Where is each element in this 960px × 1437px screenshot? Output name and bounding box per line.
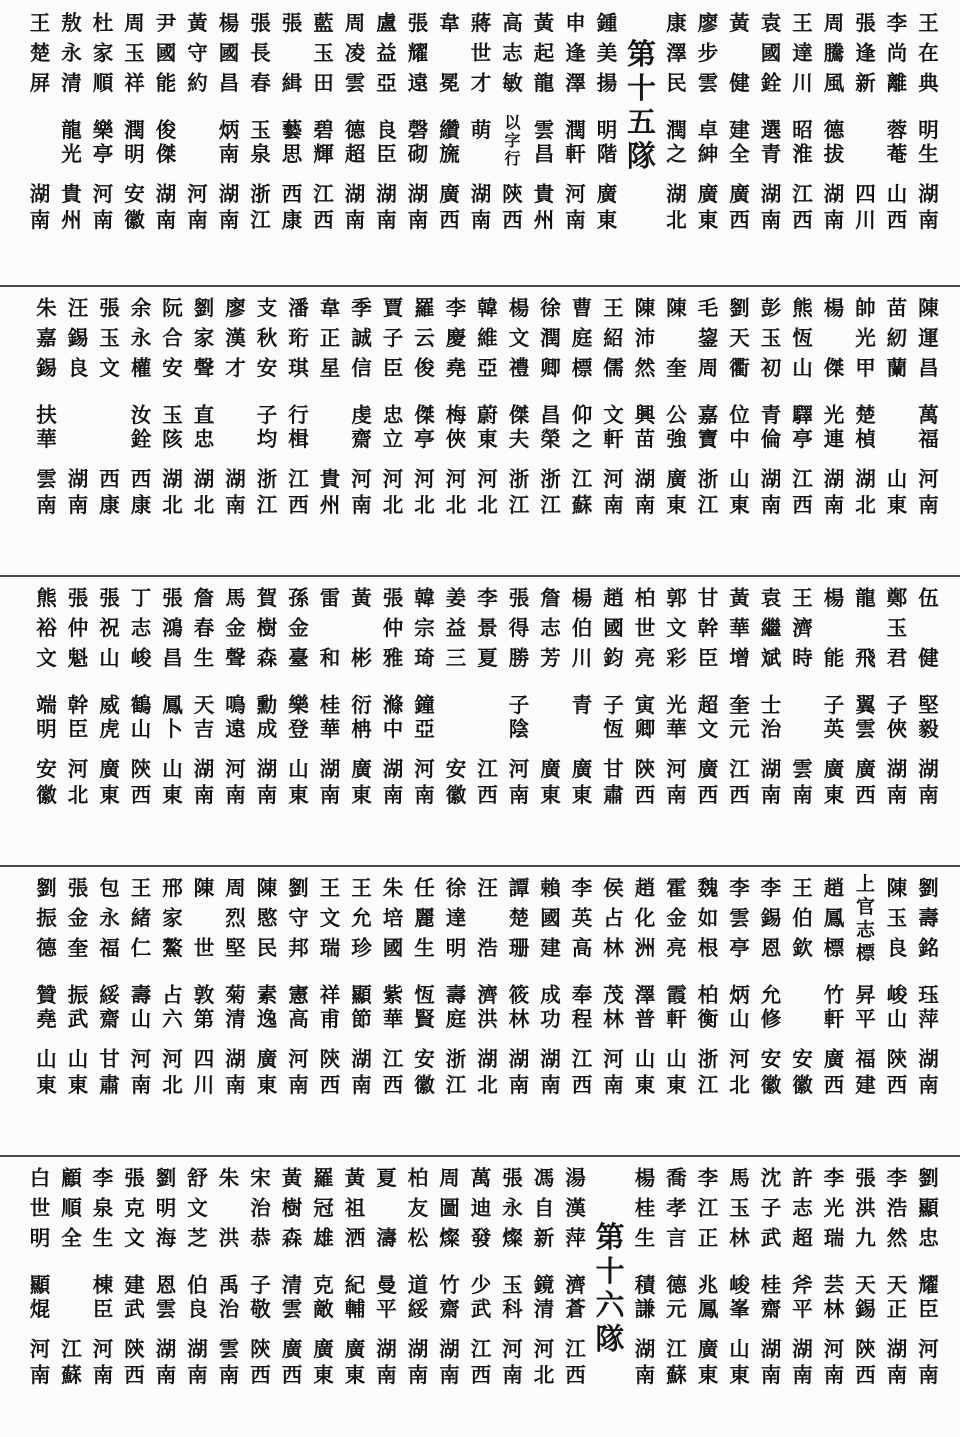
roster-entry: 張 玉 文 西 康 (99, 296, 120, 517)
roster-entry: 王 允 珍 顯 節 湖 南 (351, 876, 372, 1097)
roster-entry: 楊 桂 生 積 謙 湖 南 (634, 1166, 656, 1387)
roster-entry: 姜 益 三 安 徽 (445, 586, 467, 807)
roster-entry: 楊 伯 川 青 廣 東 (571, 586, 593, 807)
roster-entry: 詹 志 芳 廣 東 (540, 586, 561, 807)
roster-entry: 楊 傑 光 連 湖 南 (823, 296, 845, 517)
roster-entry: 季 誠 信 虔 齋 河 南 (351, 296, 372, 517)
roster-entry: 張 仲 魁 幹 臣 河 北 (67, 586, 89, 807)
roster-entry: 黃 健 建 全 廣 西 (729, 11, 750, 232)
roster-band (0, 0, 960, 275)
roster-entry: 彭 玉 初 青 倫 湖 南 (760, 296, 782, 517)
roster-band (0, 575, 960, 850)
roster-entry: 楊 國 昌 炳 南 湖 南 (218, 11, 240, 232)
roster-entry: 鄭 玉 君 子 俠 湖 南 (886, 586, 908, 807)
roster-entry: 康 澤 民 潤 之 湖 北 (666, 11, 687, 232)
roster-entry: 王 在 典 明 生 湖 南 (918, 11, 939, 232)
roster-entry: 張 緝 藝 思 西 康 (281, 11, 303, 232)
roster-entry: 申 逢 澤 潤 軒 河 南 (565, 11, 586, 232)
roster-entry: 支 秋 安 子 均 浙 江 (256, 296, 278, 517)
roster-entry: 馬 金 聲 鳴 遠 河 南 (225, 586, 246, 807)
roster-entry: 袁 繼 斌 士 治 湖 南 (760, 586, 782, 807)
roster-entry: 張 永 燦 玉 科 河 南 (502, 1166, 523, 1387)
roster-entry: 譚 楚 珊 筱 林 湖 南 (508, 876, 530, 1097)
roster-entry: 李 慶 堯 梅 俠 河 北 (445, 296, 467, 517)
roster-entry: 張 逢 新 四 川 (855, 11, 876, 232)
roster-entry: 黃 守 約 河 南 (187, 11, 208, 232)
roster-entry: 賴 國 建 成 功 湖 南 (540, 876, 561, 1097)
squad-heading-char: 隊 (595, 1322, 625, 1356)
roster-entry: 阮 合 安 玉 陔 湖 北 (162, 296, 183, 517)
squad-heading-char: 第 (595, 1220, 625, 1254)
squad-heading-char: 十 (626, 71, 656, 105)
roster-entry: 賈 子 臣 忠 立 河 北 (382, 296, 404, 517)
roster-entry: 張 克 文 建 武 陝 西 (124, 1166, 145, 1387)
roster-entry: 盧 益 亞 良 臣 湖 南 (376, 11, 397, 232)
roster-entry: 廖 漢 才 湖 南 (225, 296, 246, 517)
roster-entry: 張 仲 雅 滌 中 湖 南 (382, 586, 404, 807)
roster-entry: 郭 文 彩 光 華 河 南 (666, 586, 687, 807)
roster-entry: 韋 正 星 貴 州 (319, 296, 341, 517)
roster-entry: 陳 愍 民 素 逸 廣 東 (256, 876, 278, 1097)
roster-entry: 馬 玉 林 峻 峯 山 東 (729, 1166, 750, 1387)
roster-entry: 王 文 瑞 祥 甫 陝 西 (319, 876, 341, 1097)
roster-entry: 喬 孝 言 德 元 江 蘇 (666, 1166, 687, 1387)
roster-entry: 邢 家 鰲 占 六 河 北 (162, 876, 183, 1097)
roster-entry: 熊 裕 文 端 明 安 徽 (36, 586, 57, 807)
roster-entry: 陳 世 敦 第 四 川 (193, 876, 215, 1097)
roster-entry: 周 騰 風 德 拔 湖 南 (823, 11, 845, 232)
roster-entry: 毛 鋆 周 嘉 寶 浙 江 (697, 296, 719, 517)
roster-entry: 張 得 勝 子 陰 河 南 (508, 586, 530, 807)
squad-heading-char: 六 (595, 1288, 625, 1322)
roster-entry: 雷 和 桂 華 湖 南 (319, 586, 341, 807)
roster-entry: 朱 洪 禹 治 雲 南 (218, 1166, 240, 1387)
roster-entry: 王 濟 時 雲 南 (792, 586, 813, 807)
roster-entry: 劉 顯 忠 耀 臣 河 南 (918, 1166, 939, 1387)
roster-entry: 張 耀 遠 磬 砌 湖 南 (407, 11, 429, 232)
roster-entry: 帥 光 甲 楚 楨 湖 北 (855, 296, 876, 517)
roster-entry: 黃 起 龍 雲 昌 貴 州 (533, 11, 555, 232)
roster-entry: 韓 宗 琦 鐘 亞 河 南 (414, 586, 435, 807)
roster-entry: 李 雲 亭 炳 山 河 北 (729, 876, 750, 1097)
roster-entry: 張 長 春 玉 泉 浙 江 (250, 11, 271, 232)
roster-entry: 周 圖 燦 竹 齋 湖 南 (439, 1166, 460, 1387)
roster-entry: 趙 化 洲 澤 普 山 東 (634, 876, 656, 1097)
roster-entry: 李 泉 生 棟 臣 河 南 (92, 1166, 114, 1387)
roster-entry: 潘 珩 琪 行 楫 江 西 (288, 296, 309, 517)
squad-heading-char: 隊 (626, 139, 656, 173)
roster-band (0, 865, 960, 1140)
roster-entry: 萬 迪 發 少 武 江 西 (470, 1166, 492, 1387)
roster-entry: 龍 飛 翼 雲 廣 西 (855, 586, 876, 807)
roster-entry: 徐 潤 卿 昌 榮 浙 江 (540, 296, 561, 517)
roster-entry: 杜 家 順 樂 亭 河 南 (92, 11, 114, 232)
roster-entry: 藍 玉 田 碧 輝 江 西 (313, 11, 334, 232)
roster-entry: 孫 金 臺 樂 登 山 東 (288, 586, 309, 807)
roster-band (0, 285, 960, 560)
roster-entry: 王 伯 欽 安 徽 (792, 876, 813, 1097)
roster-entry: 楊 能 子 英 廣 東 (823, 586, 845, 807)
roster-entry: 包 永 福 綏 齋 甘 肅 (99, 876, 120, 1097)
roster-entry: 陳 運 昌 萬 福 河 南 (918, 296, 939, 517)
roster-entry: 趙 鳳 標 竹 軒 廣 西 (823, 876, 845, 1097)
roster-entry: 李 浩 然 天 正 湖 南 (886, 1166, 908, 1387)
squad-heading-char: 第 (626, 37, 656, 71)
roster-entry: 劉 守 邦 憲 高 河 南 (288, 876, 309, 1097)
roster-entry: 廖 步 雲 卓 紳 廣 東 (697, 11, 719, 232)
roster-entry: 王 達 川 昭 淮 江 西 (792, 11, 813, 232)
roster-entry: 張 洪 九 天 錫 陝 西 (855, 1166, 876, 1387)
roster-entry: 侯 占 林 茂 林 河 南 (603, 876, 624, 1097)
roster-entry: 熊 恆 山 驛 亭 江 西 (792, 296, 813, 517)
roster-entry: 霍 金 亮 霞 軒 山 東 (666, 876, 687, 1097)
roster-entry: 蔣 世 才 萌 湖 南 (470, 11, 492, 232)
roster-entry: 羅 冠 雄 克 敵 廣 東 (313, 1166, 334, 1387)
roster-entry: 王 緒 仁 壽 山 河 南 (130, 876, 152, 1097)
roster-entry: 王 楚 屏 湖 南 (29, 11, 51, 232)
roster-entry: 周 凌 雲 德 超 湖 南 (344, 11, 366, 232)
roster-entry: 甘 幹 臣 超 文 廣 西 (697, 586, 719, 807)
roster-entry: 周 烈 堅 菊 清 湖 南 (225, 876, 246, 1097)
squad-heading-char: 五 (626, 105, 656, 139)
roster-entry: 趙 國 鈞 子 恆 甘 肅 (603, 586, 624, 807)
roster-entry: 黃 祖 洒 紀 輔 廣 東 (344, 1166, 366, 1387)
roster-entry: 苗 紉 蘭 山 東 (886, 296, 908, 517)
roster-entry: 許 志 超 斧 平 湖 南 (792, 1166, 813, 1387)
roster-entry: 湯 漢 萍 濟 蒼 江 西 (565, 1166, 586, 1387)
roster-entry: 劉 振 德 贊 堯 山 東 (36, 876, 57, 1097)
roster-entry: 朱 培 國 紫 華 江 西 (382, 876, 404, 1097)
roster-entry: 敖 永 清 龍 光 貴 州 (61, 11, 82, 232)
roster-entry: 高 志 敏 以 字 行 陝 西 (502, 11, 523, 232)
squad-heading-char: 十 (595, 1254, 625, 1288)
roster-entry: 李 光 瑞 芸 林 河 南 (823, 1166, 845, 1387)
roster-entry: 夏 濤 曼 平 湖 南 (376, 1166, 397, 1387)
roster-entry: 羅 云 俊 傑 亭 河 北 (414, 296, 435, 517)
roster-entry: 任 麗 生 恆 賢 安 徽 (414, 876, 435, 1097)
roster-entry: 魏 如 根 柏 衡 浙 江 (697, 876, 719, 1097)
roster-entry: 陳 玉 良 峻 山 陝 西 (886, 876, 908, 1097)
roster-entry: 張 鴻 昌 鳳 卜 山 東 (162, 586, 183, 807)
roster-entry: 汪 錫 良 湖 南 (67, 296, 89, 517)
roster-entry: 劉 天 衢 位 中 山 東 (729, 296, 750, 517)
roster-entry: 白 世 明 顯 焜 河 南 (29, 1166, 51, 1387)
roster-entry: 尹 國 能 俊 傑 湖 南 (155, 11, 177, 232)
roster-band (0, 1155, 960, 1430)
roster-entry: 劉 明 海 恩 雲 湖 南 (155, 1166, 177, 1387)
roster-entry: 舒 文 芝 伯 良 湖 南 (187, 1166, 208, 1387)
roster-entry: 柏 友 松 道 綏 湖 南 (407, 1166, 429, 1387)
roster-entry: 馮 自 新 鏡 清 河 北 (533, 1166, 555, 1387)
roster-entry: 上 官 志 標 昇 平 福 建 (855, 873, 876, 1097)
roster-entry: 袁 國 銓 選 青 湖 南 (760, 11, 782, 232)
roster-entry: 周 玉 祥 潤 明 安 徽 (124, 11, 145, 232)
roster-entry: 宋 治 恭 子 敬 陝 西 (250, 1166, 271, 1387)
roster-entry: 黃 華 增 奎 元 江 西 (729, 586, 750, 807)
roster-entry: 黃 彬 衍 柟 廣 東 (351, 586, 372, 807)
roster-entry: 李 錫 恩 允 修 安 徽 (760, 876, 782, 1097)
roster-entry: 楊 文 禮 傑 夫 浙 江 (508, 296, 530, 517)
roster-entry: 陳 奎 公 強 廣 東 (666, 296, 687, 517)
roster-entry: 劉 家 聲 直 忠 湖 北 (193, 296, 215, 517)
roster-entry: 沈 子 武 桂 齋 湖 南 (760, 1166, 782, 1387)
roster-entry: 李 江 正 兆 鳳 廣 東 (697, 1166, 719, 1387)
roster-entry: 李 英 高 奉 程 江 西 (571, 876, 593, 1097)
roster-entry: 賀 樹 森 勳 成 湖 南 (256, 586, 278, 807)
roster-entry: 朱 嘉 錫 扶 華 雲 南 (36, 296, 57, 517)
roster-entry: 曹 庭 標 仰 之 江 蘇 (571, 296, 593, 517)
roster-entry: 韋 冕 纘 旒 廣 西 (439, 11, 460, 232)
roster-entry: 伍 健 堅 毅 湖 南 (918, 586, 939, 807)
roster-entry: 黃 樹 森 清 雲 廣 西 (281, 1166, 303, 1387)
roster-entry: 柏 世 亮 寅 卿 陝 西 (634, 586, 656, 807)
roster-entry: 徐 達 明 壽 庭 浙 江 (445, 876, 467, 1097)
roster-entry: 劉 壽 銘 珏 萍 湖 南 (918, 876, 939, 1097)
roster-entry: 丁 志 峻 鶴 山 陝 西 (130, 586, 152, 807)
roster-entry: 李 尚 離 蓉 菴 山 西 (886, 11, 908, 232)
roster-entry: 余 永 權 汝 銓 西 康 (130, 296, 152, 517)
roster-entry: 王 紹 儒 文 軒 河 南 (603, 296, 624, 517)
roster-entry: 李 景 夏 江 西 (477, 586, 498, 807)
roster-entry: 張 祝 山 威 虎 廣 東 (99, 586, 120, 807)
roster-entry: 張 金 奎 振 武 山 東 (67, 876, 89, 1097)
roster-entry: 汪 浩 濟 洪 湖 北 (477, 876, 498, 1097)
roster-entry: 顧 順 全 江 蘇 (61, 1166, 82, 1387)
squad-heading (593, 1221, 627, 1401)
roster-entry: 鍾 美 揚 明 階 廣 東 (596, 11, 618, 232)
roster-entry: 詹 春 生 天 吉 湖 南 (193, 586, 215, 807)
roster-entry: 陳 沛 然 興 苗 湖 南 (634, 296, 656, 517)
roster-entry: 韓 維 亞 蔚 東 河 北 (477, 296, 498, 517)
squad-heading (625, 38, 659, 218)
